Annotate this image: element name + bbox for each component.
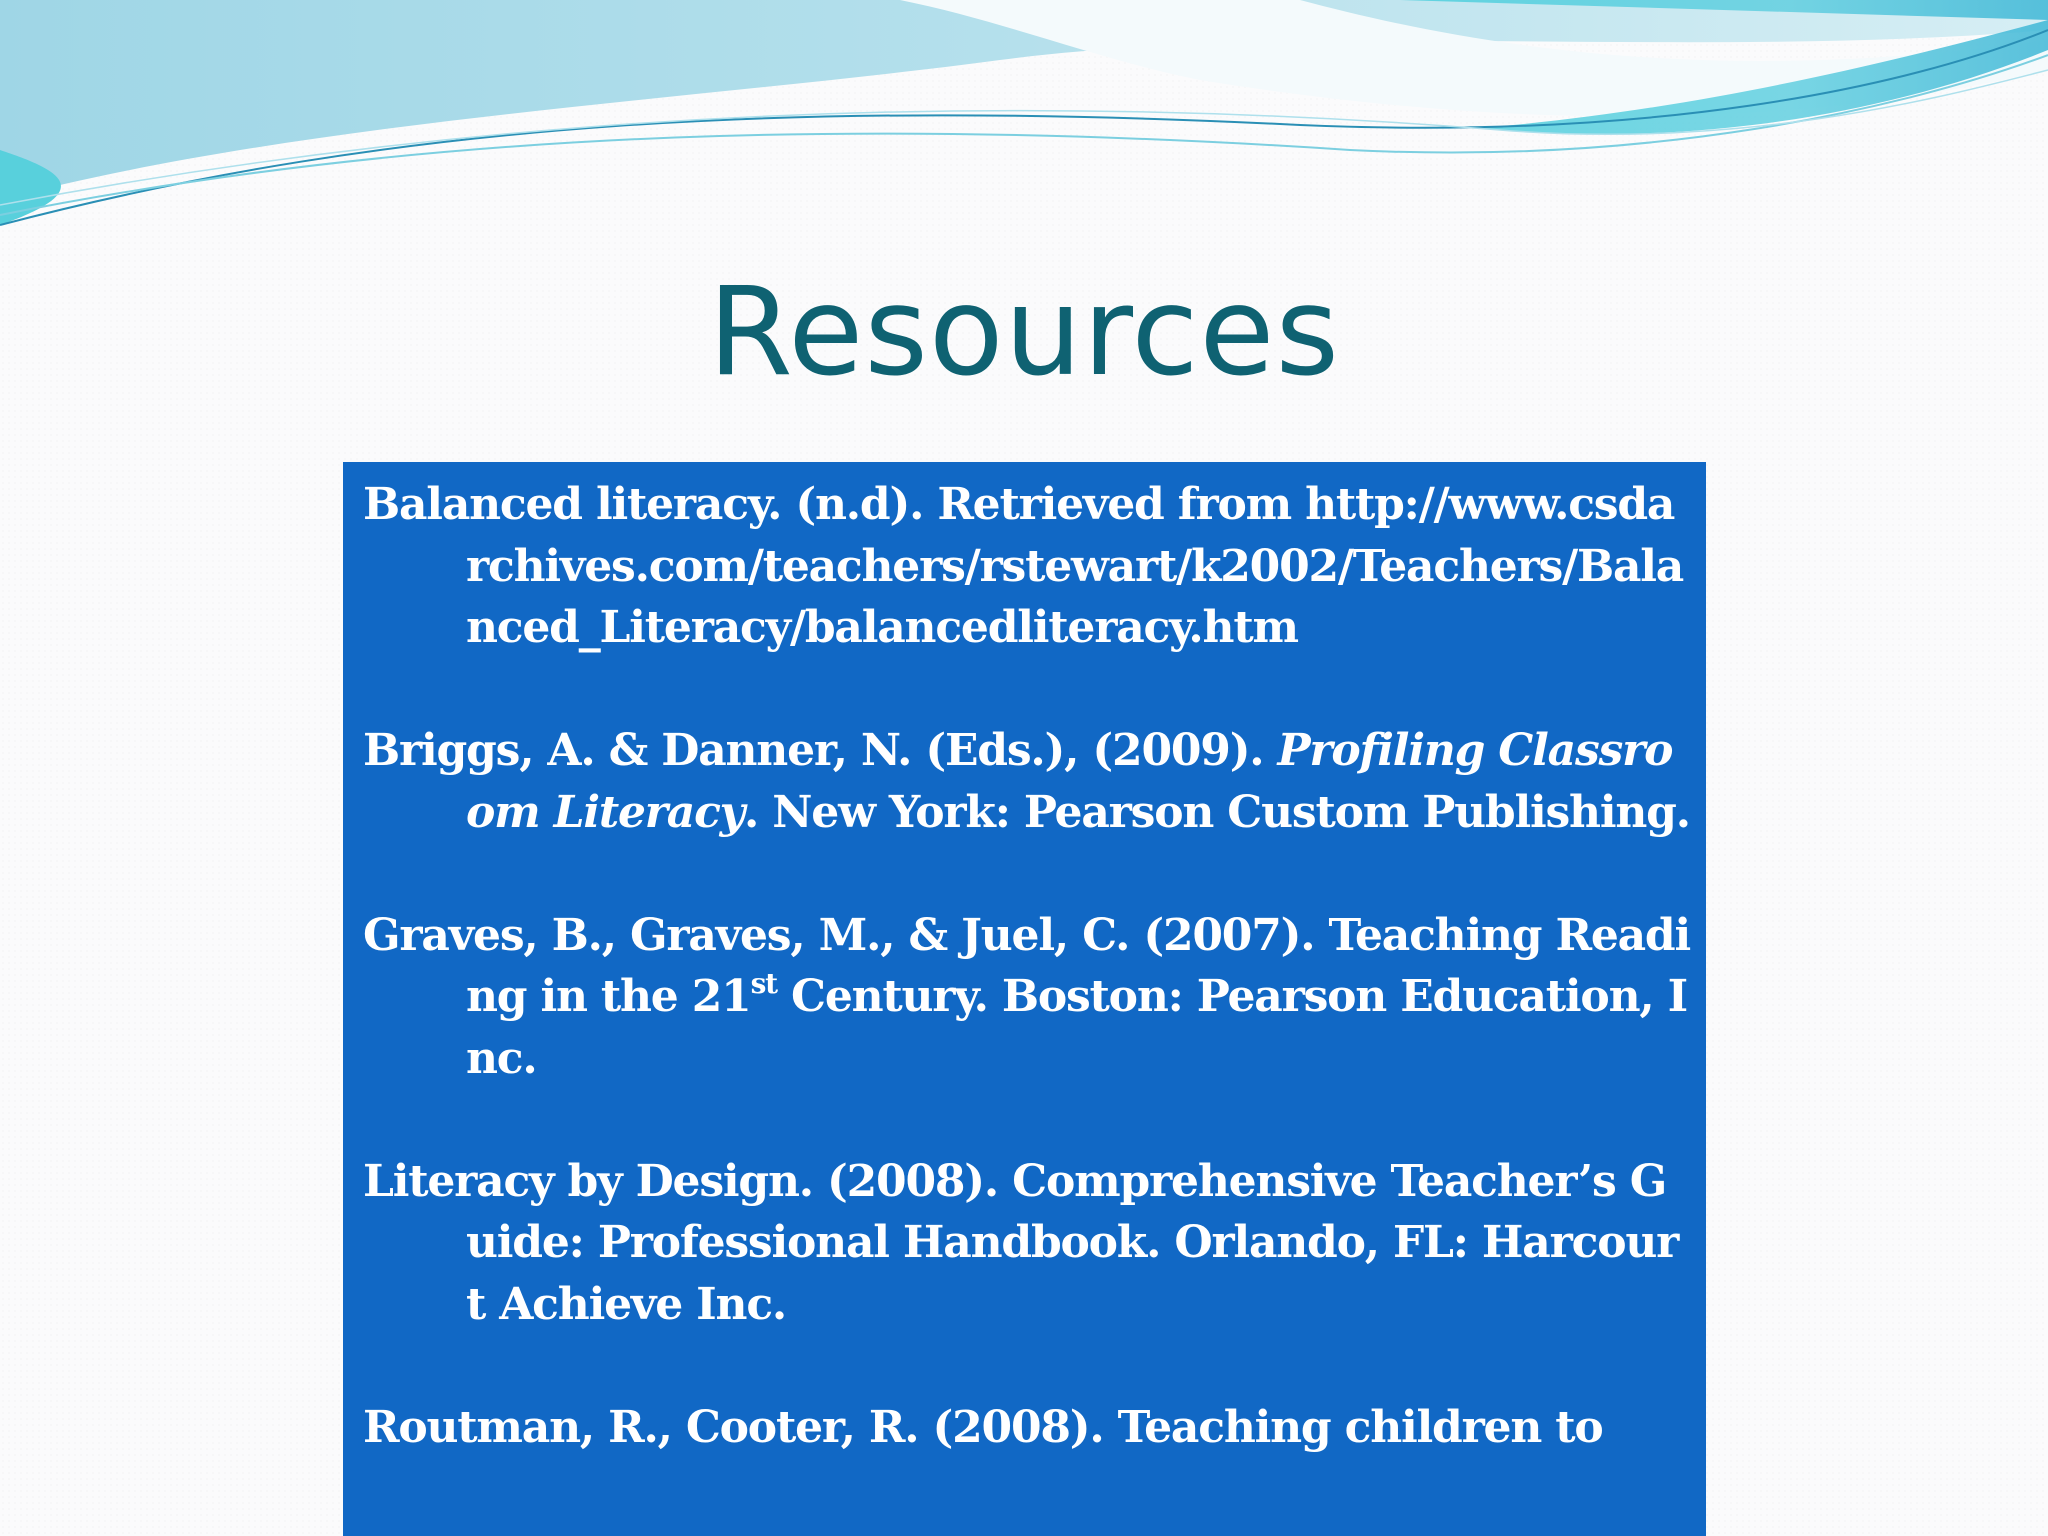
reference-item xyxy=(363,720,1693,843)
reference-url: http://www.csdarchives.com/teachers/rstewart/k2002/Teachers/Balanced_Literacy/balancedliteracy.htm xyxy=(466,479,1684,653)
reference-text: Balanced literacy. (n.d). Retrieved from xyxy=(363,479,1306,530)
reference-item xyxy=(363,1397,1693,1459)
reference-text: Graves, B., Graves, M., & Juel, C. (2007). Teaching Reading in the 21 xyxy=(363,909,1691,1022)
reference-item xyxy=(363,905,1693,1090)
references-box xyxy=(343,462,1706,1536)
reference-text: Literacy by Design. (2008). Comprehensive Teacher’s Guide: Professional Handbook. Orlando, FL: Harcourt Achieve Inc. xyxy=(363,1155,1679,1330)
reference-book-title: Profiling Classroom Literacy xyxy=(466,725,1673,838)
reference-text: . New York: Pearson Custom Publishing. xyxy=(744,786,1690,838)
slide-title: Resources xyxy=(707,261,1341,403)
reference-item xyxy=(363,1151,1693,1336)
reference-superscript: st xyxy=(750,967,777,1000)
wave-header-decoration xyxy=(0,0,2048,240)
reference-item xyxy=(363,474,1693,659)
reference-text: Briggs, A. & Danner, N. (Eds.), (2009). xyxy=(363,725,1278,776)
reference-list xyxy=(363,474,1693,1520)
reference-text: Routman, R., Cooter, R. (2008). Teaching children to xyxy=(363,1401,1603,1453)
reference-text: Century. Boston: Pearson Education, Inc. xyxy=(466,971,1687,1084)
